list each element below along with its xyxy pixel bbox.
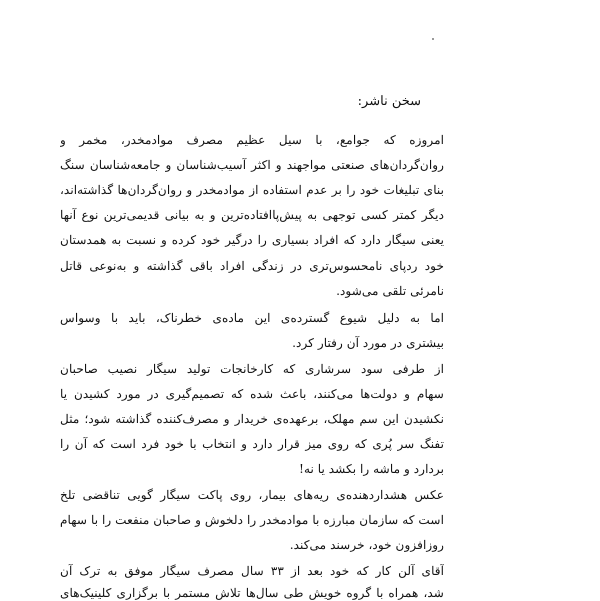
paragraph-line: امروزه که جوامع، با سیل عظیم مصرف موادمخدر، مخمر و [60, 133, 444, 147]
paragraph-line: شد، همراه با گروه خویش طی سال‌ها تلاش مستمر با برگزاری کلینیک‌های [60, 586, 444, 600]
paragraph-line: سهام و دولت‌ها می‌کنند، باعث شده که تصمیم‌گیری در مورد کشیدن یا [60, 387, 444, 401]
section-heading: سخن ناشر: [357, 94, 421, 109]
paragraph-line: است که سازمان مبارزه با موادمخدر را دلخوش و صاحبان منفعت را با سهام [60, 513, 444, 527]
paragraph-line: نکشیدن این سم مهلک، برعهده‌ی خریدار و مصرف‌کننده گذاشته شود؛ مثل [60, 412, 444, 426]
paragraph-line: یعنی سیگار دارد که افراد بسیاری را درگیر خود کرده و نسبت به همدستان [60, 233, 444, 247]
paragraph-line: تفنگ سر پُری که روی میز قرار دارد و انتخاب با خود فرد است که آن را [60, 437, 444, 451]
paragraph-line: روان‌گردان‌های صنعتی مواجهند و اکثر آسیب‌شناسان و جامعه‌شناسان سنگ [60, 158, 444, 172]
paragraph-line: دیگر کمتر کسی توجهی به پیش‌پاافتاده‌ترین و به بیانی قدیمی‌ترین نوع آنها [60, 208, 444, 222]
paragraph-line: بردارد و ماشه را بکشد یا نه! [299, 462, 444, 476]
page-mark [432, 38, 434, 40]
paragraph-line: عکس هشداردهنده‌ی ریه‌های بیمار، روی پاکت سیگار گویی تناقضی تلخ [60, 488, 444, 502]
paragraph-line: روزافزون خود، خرسند می‌کند. [289, 538, 444, 552]
paragraph-line: اما به دلیل شیوع گسترده‌ی این ماده‌ی خطرناک، باید با وسواس [60, 311, 444, 325]
paragraph-line: از طرفی سود سرشاری که کارخانجات تولید سیگار نصیب صاحبان [60, 362, 444, 376]
paragraph-line: خود ردپای نامحسوس‌تری در زندگی افراد باقی گذاشته و به‌نوعی قاتل [60, 259, 444, 273]
paragraph-line: آقای آلن کار که خود بعد از ۳۳ سال مصرف سیگار موفق به ترک آن [60, 564, 444, 578]
paragraph-line: نامرئی تلقی می‌شود. [336, 284, 444, 298]
paragraph-line: بیشتری در مورد آن رفتار کرد. [292, 336, 444, 350]
paragraph-line: بنای تبلیغات خود را بر عدم استفاده از موادمخدر و روان‌گردان‌ها گذاشته‌اند، [60, 183, 444, 197]
